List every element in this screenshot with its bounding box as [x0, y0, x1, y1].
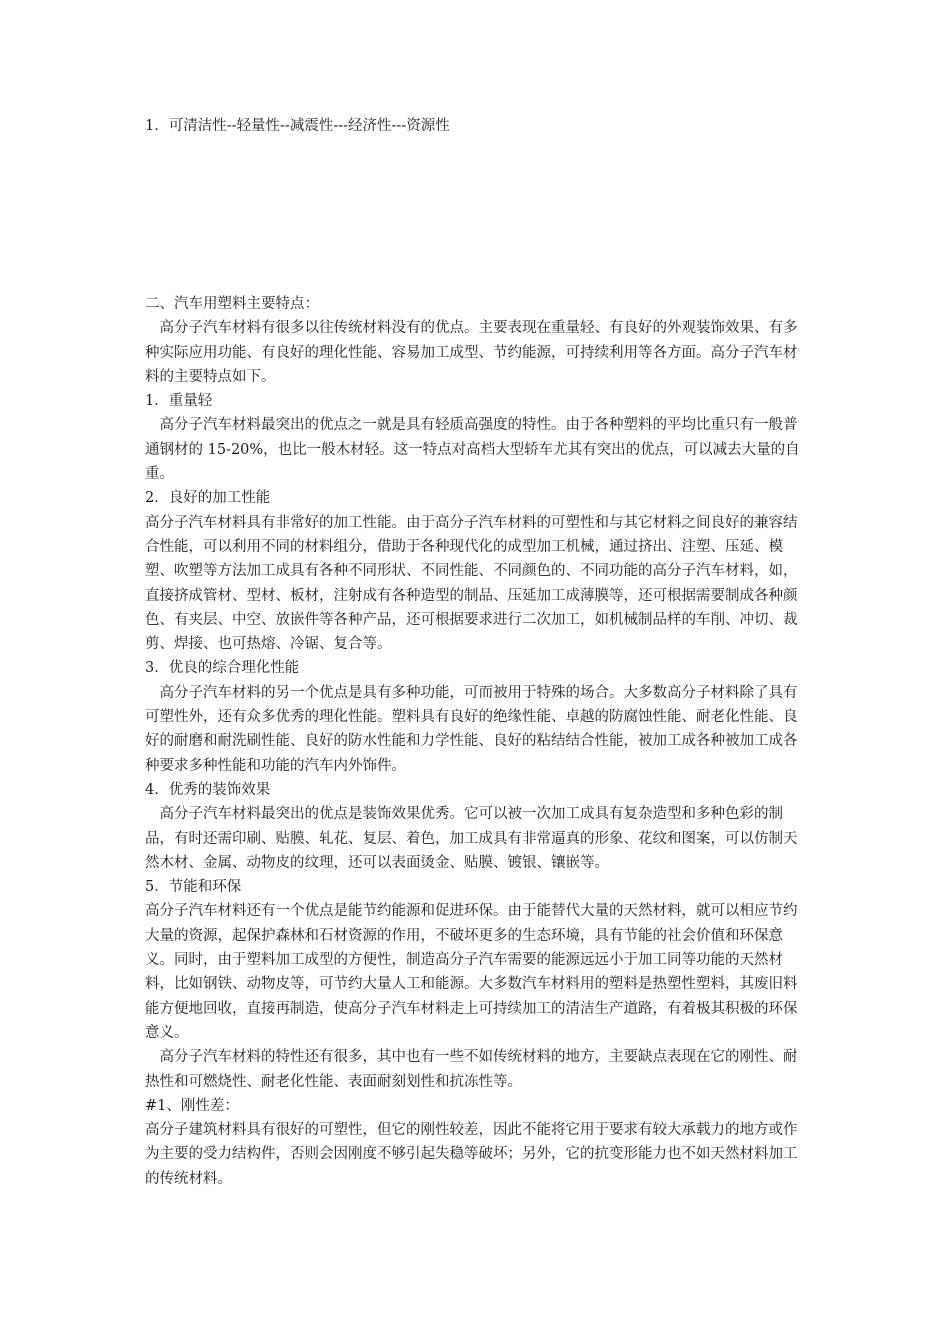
item-text-5: 高分子汽车材料还有一个优点是能节约能源和促进环保。由于能替代大量的天然材料，就可以相应节约大量的资源，起保护森林和石材资源的作用，不破坏更多的生态环境，具有节能的社会价值和环保意义。同时，由于塑料加工成型的方便性，制造高分子汽车需要的能源远远小于加工同等功能的天然材料，比如钢铁、动物皮等，可节约大量人工和能源。大多数汽车材料用的塑料是热塑性塑料，其废旧料能方便地回收，直接再制造，使高分子汽车材料走上可持续加工的清洁生产道路，有着极其积极的环保意义。 [145, 903, 798, 1041]
item-text-1: 高分子汽车材料最突出的优点之一就是具有轻质高强度的特性。由于各种塑料的平均比重只有一般普通钢材的 15-20%，也比一般木材轻。这一特点对高档大型轿车尤其有突出的优点，可以减去大量的自重。 [145, 417, 800, 483]
item-heading-4: 4．优秀的装饰效果 [145, 781, 271, 798]
drawbacks-intro: 高分子汽车材料的特性还有很多，其中也有一些不如传统材料的地方，主要缺点表现在它的刚性、耐热性和可燃烧性、耐老化性能、表面耐刻划性和抗冻性等。 [145, 1049, 798, 1090]
drawback-heading: #1、刚性差： [145, 1097, 239, 1114]
item-heading-2: 2．良好的加工性能 [145, 490, 271, 507]
item-heading-1: 1．重量轻 [145, 393, 213, 410]
item-text-2: 高分子汽车材料具有非常好的加工性能。由于高分子汽车材料的可塑性和与其它材料之间良好的兼容结合性能，可以利用不同的材料组分，借助于各种现代化的成型加工机械，通过挤出、注塑、压延、模塑、吹塑等方法加工成具有各种不同形状、不同性能、不同颜色的、不同功能的高分子汽车材料，如，直接挤成管材、型材、板材，注射成有各种造型的制品、压延加工成薄膜等，还可根据需要制成各种颜色、有夹层、中空、放嵌件等各种产品，还可根据要求进行二次加工，如机械制品样的车削、冲切、裁剪、焊接、也可热熔、冷锯、复合等。 [145, 514, 798, 653]
item-heading-3: 3．优良的综合理化性能 [145, 660, 300, 677]
item-heading-5: 5．节能和环保 [145, 879, 242, 896]
document-body [145, 292, 807, 1191]
section-title: 二、汽车用塑料主要特点： [145, 296, 319, 312]
drawback-text: 高分子建筑材料具有很好的可塑性，但它的刚性较差，因此不能将它用于要求有较大承载力的地方或作为主要的受力结构件，否则会因刚度不够引起失稳等破坏；另外，它的抗变形能力也不如天然材料加工的传统材料。 [145, 1122, 798, 1187]
top-heading: 1．可清洁性--轻量性--减震性---经济性---资源性 [145, 118, 450, 134]
item-text-3: 高分子汽车材料的另一个优点是具有多种功能，可而被用于特殊的场合。大多数高分子材料除了具有可塑性外，还有众多优秀的理化性能。塑料具有良好的绝缘性能、卓越的防腐蚀性能、耐老化性能、良好的耐磨和耐洗刷性能、良好的防水性能和力学性能、良好的粘结结合性能，被加工成各种被加工成各种要求多种性能和功能的汽车内外饰件。 [145, 684, 798, 774]
intro-paragraph: 高分子汽车材料有很多以往传统材料没有的优点。主要表现在重量轻、有良好的外观装饰效果、有多种实际应用功能、有良好的理化性能、容易加工成型、节约能源，可持续利用等各方面。高分子汽车材料的主要特点如下。 [145, 320, 798, 385]
item-text-4: 高分子汽车材料最突出的优点是装饰效果优秀。它可以被一次加工成具有复杂造型和多种色彩的制品，有时还需印刷、贴膜、轧花、复层、着色，加工成具有非常逼真的形象、花纹和图案，可以仿制天然木材、金属、动物皮的纹理，还可以表面烫金、贴膜、镀银、镶嵌等。 [145, 806, 798, 871]
